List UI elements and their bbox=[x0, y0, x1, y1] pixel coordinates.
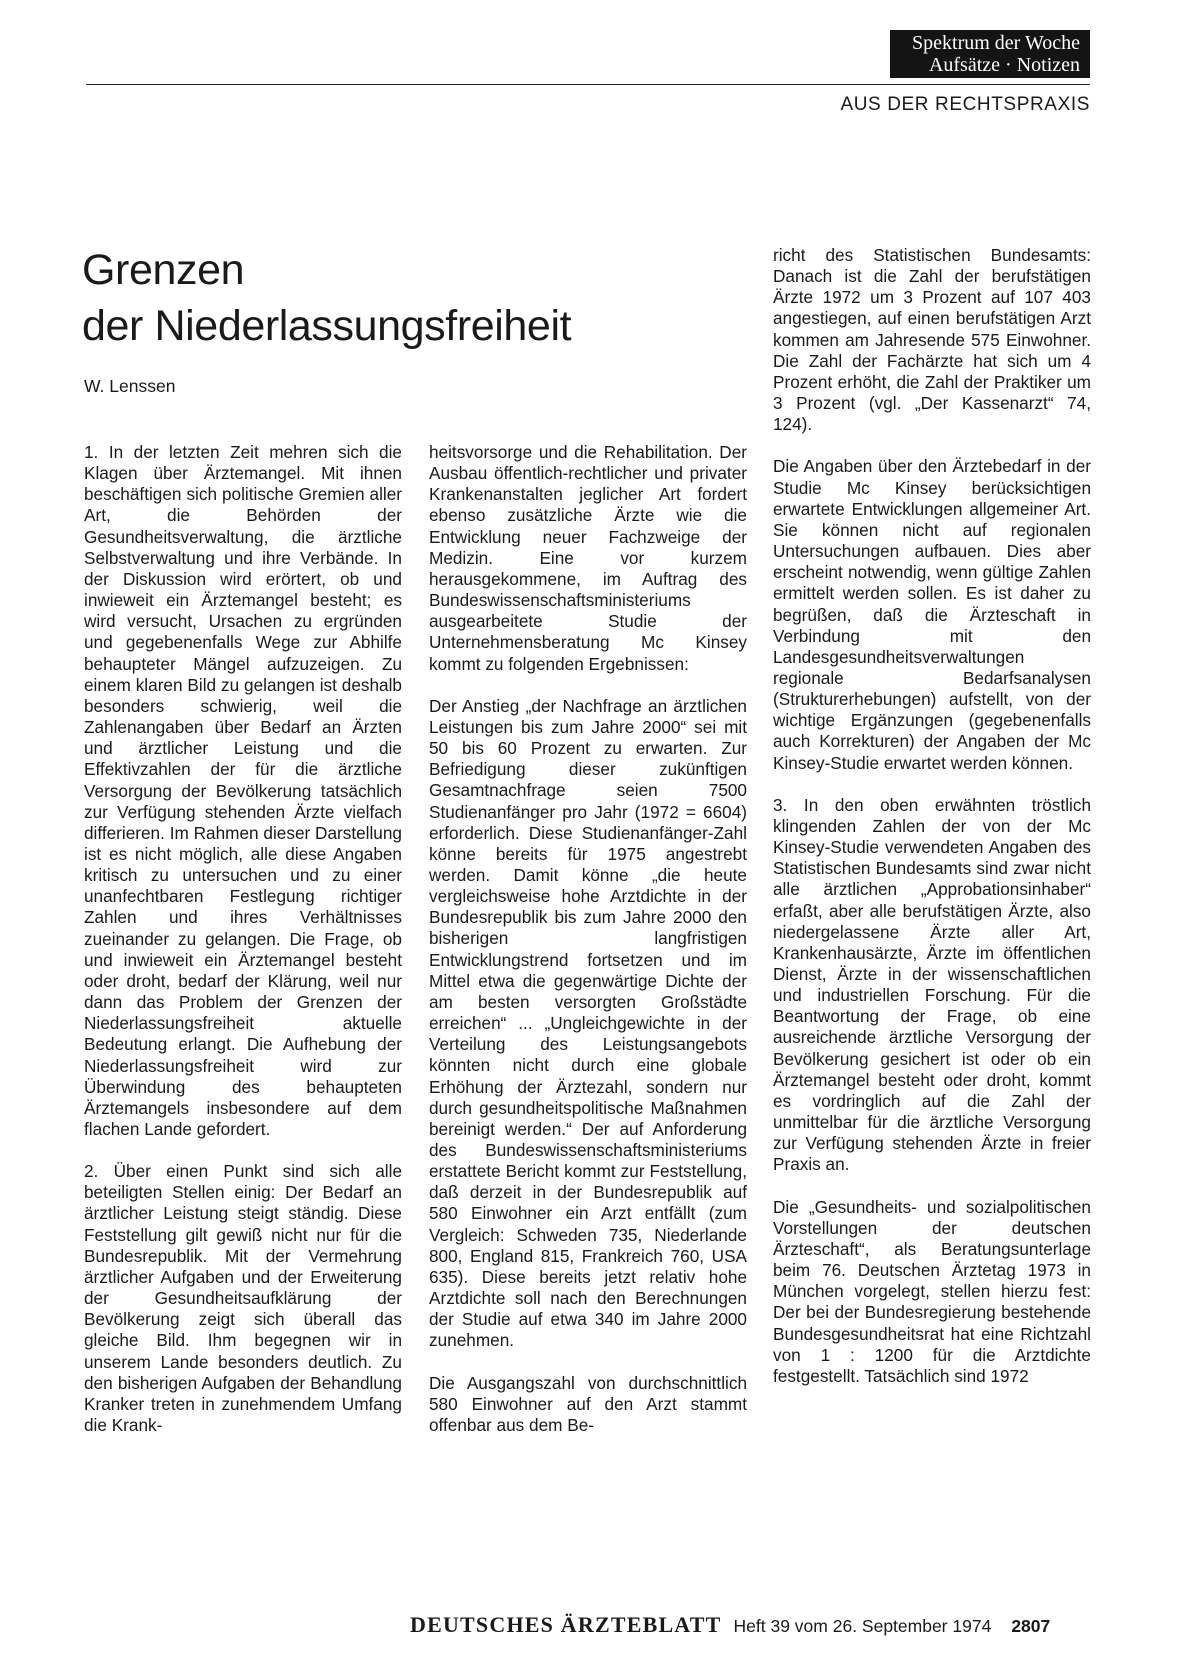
section-badge bbox=[890, 30, 1090, 78]
paragraph: Der Anstieg „der Nachfrage an ärztlichen Leistungen bis zum Jahre 2000“ sei mit 50 bis 60 Prozent zu erwarten. Zur Befriedigung dieser zukünftigen Gesamtnachfrage seien 7500 Studienanfänger pro Jahr (1972 = 6604) erforderlich. Diese Studienanfänger-Zahl könne bereits für 1975 angestrebt werden. Damit könne „die heute vergleichsweise hohe Arztdichte in der Bundesrepublik bis zum Jahre 2000 den bisherigen langfristigen Entwicklungstrend fortsetzen und im Mittel etwa die gegenwärtige Dichte der am besten versorgten Großstädte erreichen“ ... „Ungleichgewichte in der Verteilung des Leistungsangebots könnten nicht durch eine globale Erhöhung der Ärztezahl, sondern nur durch gesundheitspolitische Maßnahmen bereinigt werden.“ Der auf Anforderung des Bundeswissenschaftsministeriums erstattete Bericht kommt zur Feststellung, daß derzeit in der Bundesrepublik auf 580 Einwohner ein Arzt entfällt (zum Vergleich: Schweden 735, Niederlande 800, England 815, Frankreich 760, USA 635). Diese bereits jetzt relativ hohe Arztdichte soll nach den Berechnungen der Studie auf etwa 340 im Jahre 2000 zunehmen. bbox=[429, 695, 747, 1351]
paragraph: 3. In den oben erwähnten tröstlich klingenden Zahlen der von der Mc Kinsey-Studie verwendeten Angaben des Statistischen Bundesamts sind zwar nicht alle ärztlichen „Approbationsinhaber“ erfaßt, aber alle berufstätigen Ärzte, also niedergelassene Ärzte aller Art, Krankenhausärzte, Ärzte im öffentlichen Dienst, Ärzte in der wissenschaftlichen und industriellen Forschung. Für die Beantwortung der Frage, ob eine ausreichende ärztliche Versorgung der Bevölkerung gesichert ist oder ob ein Ärztemangel besteht oder droht, kommt es vordringlich auf die Zahl der unmittelbar für die ärztliche Versorgung zur Verfügung stehenden Ärzte in freier Praxis an. bbox=[773, 794, 1091, 1175]
header-rule bbox=[86, 84, 1090, 85]
article-title bbox=[82, 242, 722, 354]
page-number: 2807 bbox=[1011, 1616, 1051, 1636]
author-name: W. Lenssen bbox=[84, 376, 176, 396]
text-column-3 bbox=[773, 245, 1091, 1387]
badge-line-2: Aufsätze · Notizen bbox=[928, 54, 1080, 76]
section-label: AUS DER RECHTSPRAXIS bbox=[840, 94, 1090, 115]
paragraph: richt des Statistischen Bundesamts: Danach ist die Zahl der berufstätigen Ärzte 1972 um 3 Prozent auf 107 403 angestiegen, auf einen berufstätigen Arzt kommen am Jahresende 575 Einwohner. Die Zahl der Fachärzte hat sich um 4 Prozent erhöht, die Zahl der Praktiker um 3 Prozent (vgl. „Der Kassenarzt“ 74, 124). bbox=[773, 245, 1091, 435]
paragraph: 2. Über einen Punkt sind sich alle beteiligten Stellen einig: Der Bedarf an ärztlicher Leistung steigt ständig. Diese Feststellung gilt gewiß nicht nur für die Bundesrepublik. Mit der Vermehrung ärztlicher Aufgaben und der Erweiterung der Gesundheitsaufklärung der Bevölkerung zeigt sich überall das gleiche Bild. Ihm begegnen wir in unserem Lande besonders deutlich. Zu den bisherigen Aufgaben der Behandlung Kranker treten in zunehmendem Umfang die Krank- bbox=[84, 1161, 402, 1436]
text-column-2 bbox=[429, 442, 747, 1436]
journal-name: DEUTSCHES ÄRZTEBLATT bbox=[410, 1612, 722, 1637]
issue-info: Heft 39 vom 26. September 1974 bbox=[733, 1616, 992, 1636]
page-footer bbox=[410, 1612, 1090, 1638]
text-column-1 bbox=[84, 442, 402, 1436]
badge-line-1: Spektrum der Woche bbox=[912, 32, 1080, 54]
title-line-1: Grenzen bbox=[82, 246, 245, 294]
paragraph: Die Angaben über den Ärztebedarf in der Studie Mc Kinsey berücksichtigen erwartete Entwicklungen allgemeiner Art. Sie können nicht auf regionalen Untersuchungen aufbauen. Dies aber erscheint notwendig, wenn gültige Zahlen ermittelt werden sollen. Es ist daher zu begrüßen, daß die Ärzteschaft in Verbindung mit den Landesgesundheitsverwaltungen regionale Bedarfsanalysen (Strukturerhebungen) aufstellt, von der wichtige Ergänzungen (gegebenenfalls auch Korrekturen) der Angaben der Mc Kinsey-Studie erwartet werden können. bbox=[773, 456, 1091, 773]
paragraph: Die „Gesundheits- und sozialpolitischen Vorstellungen der deutschen Ärzteschaft“, als Beratungsunterlage beim 76. Deutschen Ärztetag 1973 in München vorgelegt, stellen hierzu fest: Der bei der Bundesregierung bestehende Bundesgesundheitsrat hat eine Richtzahl von 1 : 1200 für die Arztdichte festgestellt. Tatsächlich sind 1972 bbox=[773, 1196, 1091, 1386]
title-line-2: der Niederlassungsfreiheit bbox=[82, 302, 572, 350]
paragraph: 1. In der letzten Zeit mehren sich die Klagen über Ärztemangel. Mit ihnen beschäftigen sich politische Gremien aller Art, die Behörden der Gesundheitsverwaltung, die ärztliche Selbstverwaltung und ihre Verbände. In der Diskussion wird erörtert, ob und inwieweit ein Ärztemangel besteht; es wird versucht, Ursachen zu ergründen und gegebenenfalls Wege zur Abhilfe behaupteter Mängel aufzuzeigen. Zu einem klaren Bild zu gelangen ist deshalb besonders schwierig, weil die Zahlenangaben über Bedarf an Ärzten und ärztlicher Leistung und die Effektivzahlen der für die ärztliche Versorgung der Bevölkerung tatsächlich zur Verfügung stehenden Ärzte vielfach differieren. Im Rahmen dieser Darstellung ist es nicht möglich, alle diese Angaben kritisch zu untersuchen und zu einer unanfechtbaren Festlegung richtiger Zahlen und ihres Verhältnisses zueinander zu gelangen. Die Frage, ob und inwieweit ein Ärztemangel besteht oder droht, bedarf der Klärung, weil nur dann das Problem der Grenzen der Niederlassungsfreiheit aktuelle Bedeutung erlangt. Die Aufhebung der Niederlassungsfreiheit wird zur Überwindung des behaupteten Ärztemangels insbesondere auf dem flachen Lande gefordert. bbox=[84, 442, 402, 1139]
paragraph: Die Ausgangszahl von durchschnittlich 580 Einwohner auf den Arzt stammt offenbar aus dem Be- bbox=[429, 1372, 747, 1435]
paragraph: heitsvorsorge und die Rehabilitation. Der Ausbau öffentlich-rechtlicher und privater Krankenanstalten jeglicher Art fordert ebenso zusätzliche Ärzte wie die Entwicklung neuer Fachzweige der Medizin. Eine vor kurzem herausgekommene, im Auftrag des Bundeswissenschaftsministeriums ausgearbeitete Studie der Unternehmensberatung Mc Kinsey kommt zu folgenden Ergebnissen: bbox=[429, 442, 747, 674]
